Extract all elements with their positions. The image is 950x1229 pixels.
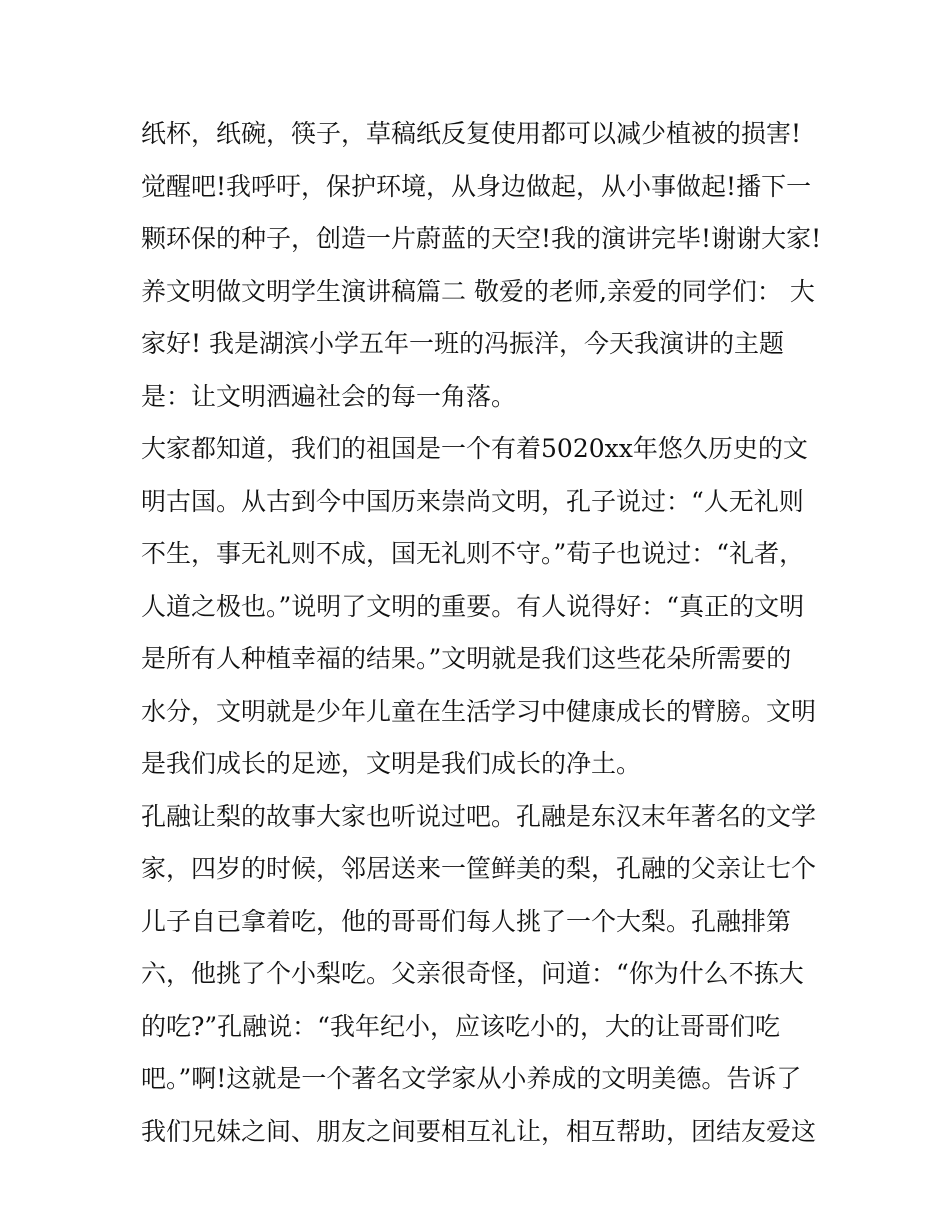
text-line: 家，四岁的时候，邻居送来一筐鲜美的梨，孔融的父亲让七个 xyxy=(141,854,817,883)
text-line: 大家都知道，我们的祖国是一个有着5020xx年悠久历史的文 xyxy=(141,434,808,463)
text-line: 是我们成长的足迹，文明是我们成长的净土。 xyxy=(141,749,642,778)
text-line: 颗环保的种子，创造一片蔚蓝的天空!我的演讲完毕!谢谢大家! xyxy=(141,224,821,253)
text-line: 觉醒吧!我呼吁，保护环境，从身边做起，从小事做起!播下一 xyxy=(141,171,812,201)
text-line: 明古国。从古到今中国历来崇尚文明，孔子说过：“人无礼则 xyxy=(141,486,804,516)
text-line: 是所有人种植幸福的结果。”文明就是我们这些花朵所需要的 xyxy=(141,644,792,673)
body-text xyxy=(141,108,821,1158)
text-line: 水分，文明就是少年儿童在生活学习中健康成长的臂膀。文明 xyxy=(141,696,817,726)
text-line: 我们兄妹之间、朋友之间要相互礼让，相互帮助，团结友爱这 xyxy=(141,1116,817,1146)
text-line: 人道之极也。”说明了文明的重要。有人说得好：“真正的文明 xyxy=(141,591,805,621)
text-line: 六，他挑了个小梨吃。父亲很奇怪，问道：“你为什么不拣大 xyxy=(141,959,804,988)
text-line: 纸杯，纸碗，筷子，草稿纸反复使用都可以减少植被的损害! xyxy=(141,119,802,148)
text-line: 孔融让梨的故事大家也听说过吧。孔融是东汉末年著名的文学 xyxy=(141,801,817,831)
text-line: 儿子自已拿着吃，他的哥哥们每人挑了一个大梨。孔融排第 xyxy=(141,906,792,936)
text-line: 养文明做文明学生演讲稿篇二 敬爱的老师,亲爱的同学们： 大 xyxy=(141,276,815,306)
text-line: 吧。”啊!这就是一个著名文学家从小养成的文明美德。告诉了 xyxy=(141,1064,802,1093)
text-line: 是：让文明洒遍社会的每一角落。 xyxy=(141,381,517,411)
text-line: 家好! 我是湖滨小学五年一班的冯振洋，今天我演讲的主题 xyxy=(141,329,784,358)
text-line: 的吃?”孔融说：“我年纪小，应该吃小的，大的让哥哥们吃 xyxy=(141,1011,780,1041)
text-line: 不生，事无礼则不成，国无礼则不守。”荀子也说过：“礼者， xyxy=(141,539,805,568)
